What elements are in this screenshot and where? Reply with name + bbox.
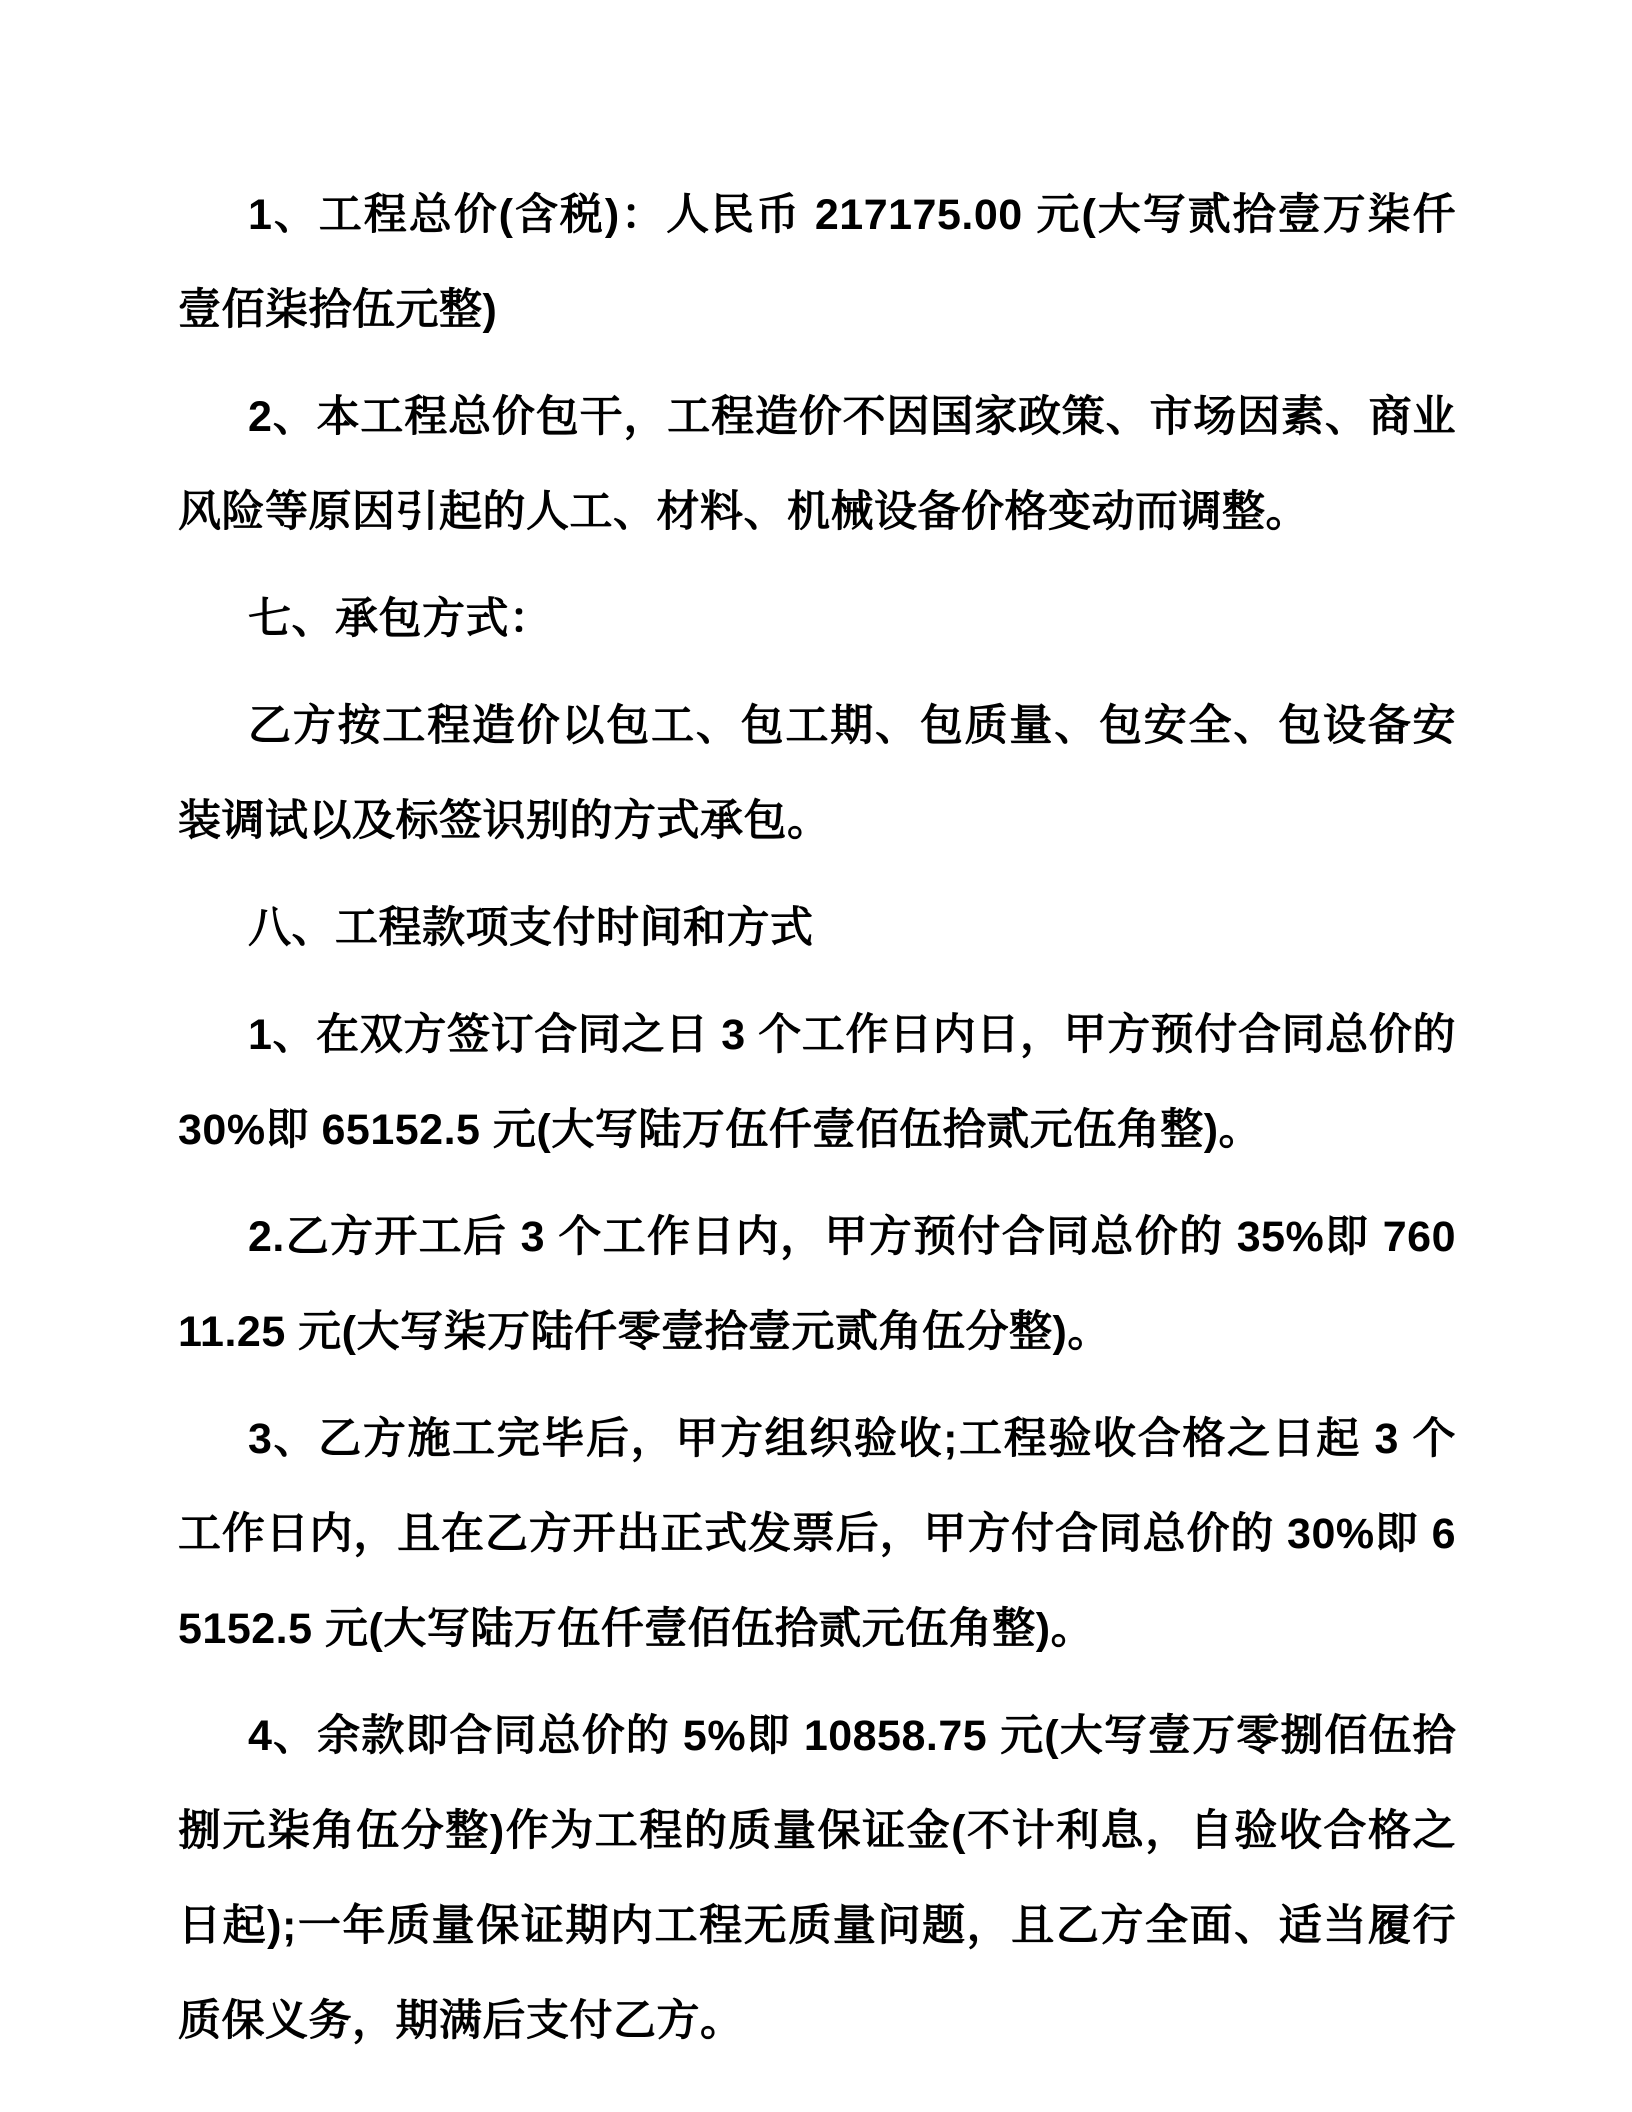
clause-contracting-method: 乙方按工程造价以包工、包工期、包质量、包安全、包设备安装调试以及标签识别的方式承包。 <box>178 702 1456 845</box>
clause-payment-1: 1、在双方签订合同之日 3 个工作日内日，甲方预付合同总价的 30%即 65152.5 元(大写陆万伍仟壹佰伍拾贰元伍角整)。 <box>178 1011 1456 1154</box>
contract-body <box>178 168 1456 2069</box>
clause-fixed-price: 2、本工程总价包干，工程造价不因国家政策、市场因素、商业风险等原因引起的人工、材料、机械设备价格变动而调整。 <box>178 393 1456 536</box>
section-heading-contracting-method: 七、承包方式： <box>248 595 553 643</box>
clause-payment-3: 3、乙方施工完毕后，甲方组织验收;工程验收合格之日起 3 个工作日内，且在乙方开出正式发票后，甲方付合同总价的 30%即 65152.5 元(大写陆万伍仟壹佰伍拾贰元伍角整)。 <box>178 1415 1456 1653</box>
clause-payment-4: 4、余款即合同总价的 5%即 10858.75 元(大写壹万零捌佰伍拾捌元柒角伍分整)作为工程的质量保证金(不计利息，自验收合格之日起);一年质量保证期内工程无质量问题，且乙方全面、适当履行质保义务，期满后支付乙方。 <box>178 1712 1456 2045</box>
clause-payment-2: 2.乙方开工后 3 个工作日内，甲方预付合同总价的 35%即 76011.25 元(大写柒万陆仟零壹拾壹元贰角伍分整)。 <box>178 1213 1456 1356</box>
section-heading-payment-terms: 八、工程款项支付时间和方式 <box>248 904 814 952</box>
clause-total-price: 1、工程总价(含税)：人民币 217175.00 元(大写贰拾壹万柒仟壹佰柒拾伍元整) <box>178 191 1456 334</box>
